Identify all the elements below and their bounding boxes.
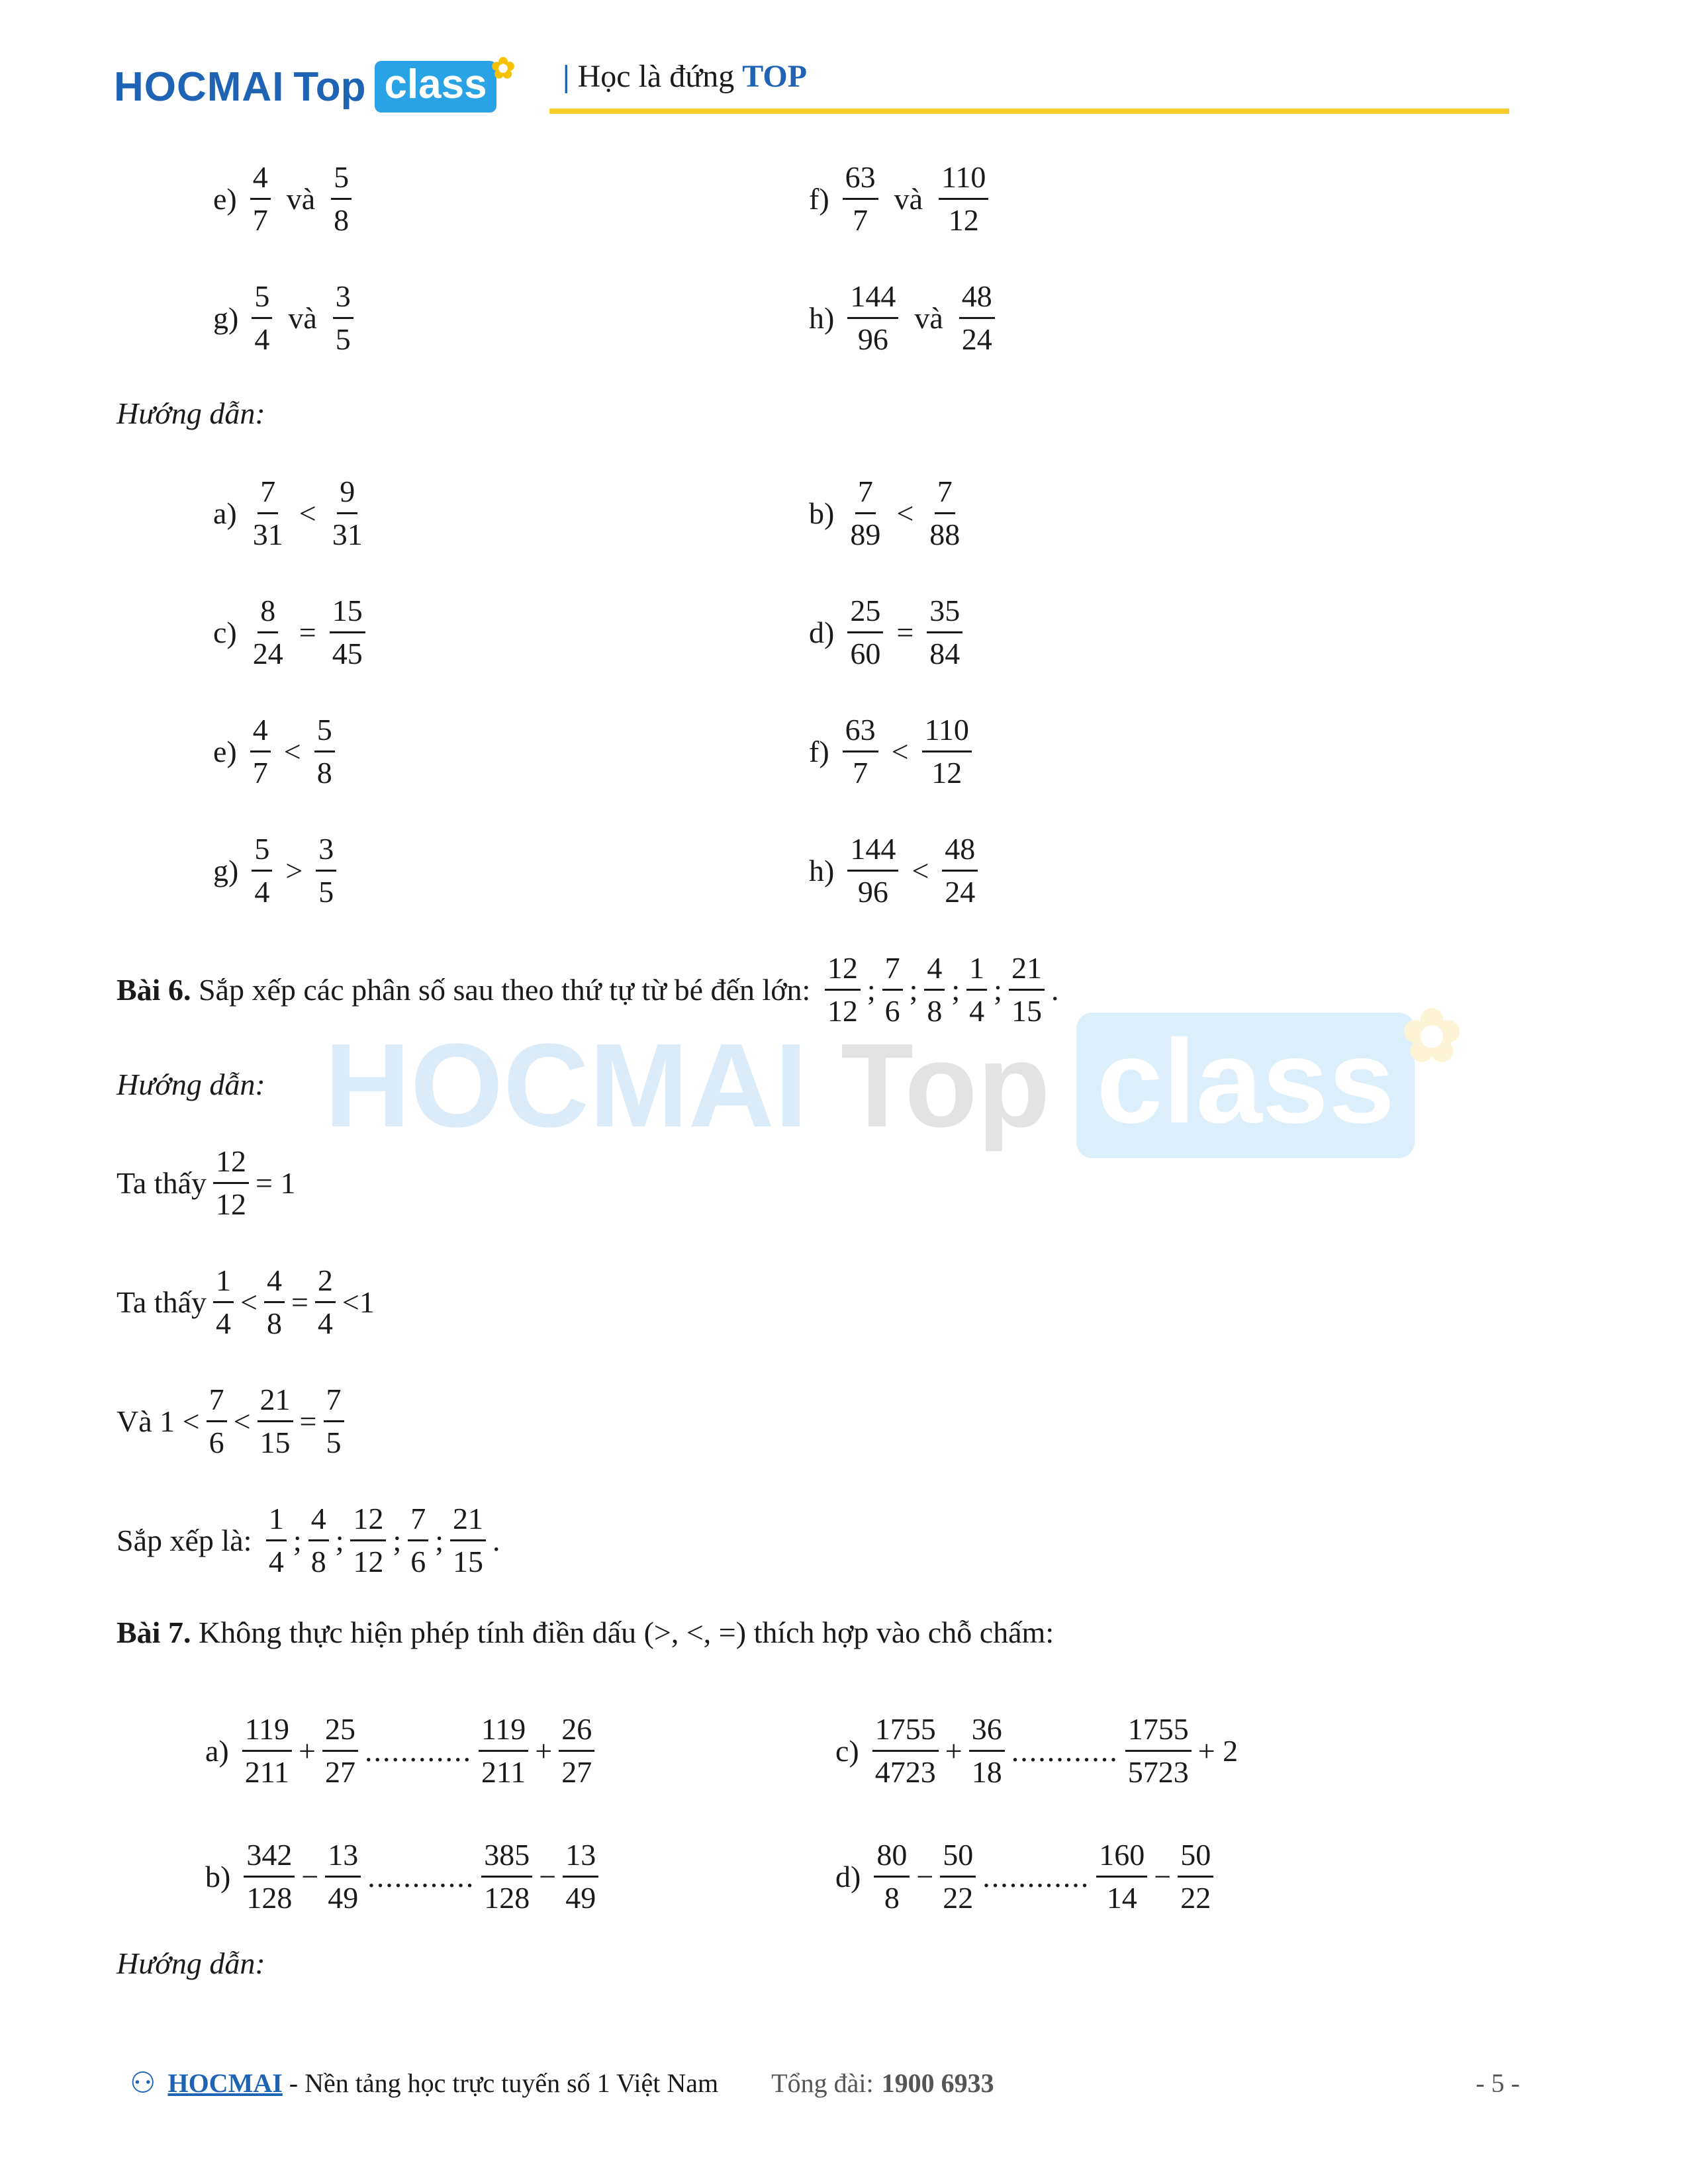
text-segment: c) (835, 1733, 859, 1768)
footer-phone: 1900 6933 (881, 2068, 994, 2098)
numerator: 4 (250, 715, 271, 752)
answer-d (809, 582, 969, 682)
denominator: 96 (857, 874, 888, 909)
denominator: 49 (565, 1880, 596, 1915)
text-segment: > (285, 853, 303, 887)
answer-b (809, 463, 969, 563)
numerator: 1755 (1125, 1714, 1192, 1752)
fraction (874, 1837, 910, 1915)
header-rule (549, 109, 1509, 114)
slogan-text: Học là đứng (577, 59, 735, 94)
numerator: 7 (207, 1385, 227, 1422)
text-segment: f) (809, 181, 829, 216)
flower-icon: ✿ (491, 52, 516, 85)
blank-dots: ............ (1011, 1733, 1119, 1768)
denominator: 4 (254, 322, 270, 356)
text-segment: a) (213, 496, 237, 530)
denominator: 18 (971, 1754, 1002, 1789)
fraction (266, 1501, 287, 1578)
text-segment: < (912, 853, 929, 887)
fraction (939, 159, 988, 237)
bai7-c (835, 1701, 1238, 1800)
fraction (322, 1711, 358, 1789)
fraction (843, 712, 878, 790)
fraction (316, 831, 336, 909)
guide-heading: Hướng dẫn: (117, 396, 265, 430)
denominator: 8 (310, 1544, 326, 1578)
numerator: 1 (966, 953, 987, 991)
bai7-statement (117, 1615, 1054, 1650)
text-segment: − (539, 1859, 557, 1893)
text-segment: và (288, 300, 317, 335)
text-segment: g) (213, 853, 239, 887)
numerator: 385 (481, 1840, 532, 1878)
text-segment: ; (335, 1523, 344, 1557)
denominator: 15 (259, 1425, 291, 1459)
fraction (250, 159, 271, 237)
problem-e (213, 149, 358, 248)
numerator: 144 (847, 281, 898, 319)
fraction (940, 1837, 976, 1915)
numerator: 21 (258, 1385, 293, 1422)
denominator: 12 (216, 1187, 247, 1221)
denominator: 5 (318, 874, 334, 909)
fraction (1096, 1837, 1147, 1915)
fraction (847, 281, 898, 355)
denominator: 7 (853, 203, 868, 237)
denominator: 12 (931, 755, 962, 790)
fraction (924, 950, 945, 1028)
text-segment: < (240, 1285, 258, 1319)
denominator: 24 (945, 874, 976, 909)
text-segment: và (894, 181, 923, 216)
text-segment: ; (867, 972, 876, 1007)
fraction (258, 1382, 293, 1459)
fraction (847, 474, 883, 551)
logo-top-text: Top (293, 64, 366, 110)
bai6-guide-line1 (117, 1133, 295, 1232)
denominator: 128 (246, 1880, 293, 1915)
denominator: 6 (209, 1425, 224, 1459)
text-segment: . (1051, 972, 1059, 1007)
text-segment: a) (205, 1733, 229, 1768)
numerator: 5 (252, 834, 272, 872)
numerator: 12 (350, 1504, 386, 1541)
denominator: 8 (334, 203, 350, 237)
numerator: 7 (408, 1504, 428, 1541)
numerator: 1755 (872, 1714, 939, 1752)
fraction (825, 950, 861, 1028)
watermark-flower-icon: ✿ (1401, 995, 1463, 1077)
denominator: 7 (252, 755, 268, 790)
numerator: 110 (939, 162, 988, 200)
text-segment: = (299, 615, 316, 649)
text-segment: g) (213, 300, 239, 335)
denominator: 8 (884, 1880, 900, 1915)
numerator: 8 (258, 596, 278, 633)
text-segment: Sắp xếp là: (117, 1523, 252, 1557)
fraction (315, 1265, 336, 1339)
denominator: 4723 (874, 1754, 936, 1789)
denominator: 4 (268, 1544, 284, 1578)
numerator: 7 (324, 1385, 344, 1422)
denominator: 5723 (1127, 1754, 1189, 1789)
answer-h (809, 821, 984, 920)
text-segment: = (299, 1404, 317, 1438)
fraction (314, 712, 335, 790)
text-segment: và (914, 300, 943, 335)
fraction (1178, 1837, 1213, 1915)
numerator: 1 (213, 1265, 234, 1303)
fraction (207, 1382, 227, 1459)
fraction (847, 593, 883, 670)
denominator: 5 (326, 1425, 342, 1459)
numerator: 36 (969, 1714, 1005, 1752)
problem-h (809, 268, 1002, 367)
text-segment: < (896, 496, 914, 530)
numerator: 12 (825, 953, 861, 991)
footer (130, 2066, 1520, 2100)
text-segment: ; (909, 972, 918, 1007)
denominator: 7 (853, 755, 868, 790)
text-segment: Ta thấy (117, 1285, 207, 1319)
text-segment: d) (835, 1859, 861, 1893)
numerator: 48 (959, 281, 995, 319)
text-segment: h) (809, 300, 835, 335)
numerator: 21 (1009, 953, 1045, 991)
bai6-guide-heading: Hướng dẫn: (117, 1068, 265, 1101)
denominator: 89 (850, 517, 881, 551)
fraction (927, 474, 962, 551)
slogan-divider: | (563, 59, 570, 94)
fraction (408, 1501, 428, 1578)
fraction (1009, 950, 1045, 1028)
text-segment: ; (951, 972, 961, 1007)
text-segment: < (891, 734, 909, 768)
denominator: 84 (929, 636, 961, 670)
text-segment: c) (213, 615, 237, 649)
denominator: 15 (453, 1544, 484, 1578)
text-segment: ; (435, 1523, 444, 1557)
numerator: 13 (325, 1840, 361, 1878)
numerator: 4 (924, 953, 945, 991)
text-segment: Và 1 < (117, 1404, 200, 1438)
denominator: 22 (1180, 1880, 1211, 1915)
numerator: 160 (1096, 1840, 1147, 1878)
text-segment: e) (213, 734, 237, 768)
denominator: 7 (252, 203, 268, 237)
text-segment: <1 (342, 1285, 375, 1319)
fraction (969, 1711, 1005, 1789)
logo-class-badge: class (375, 61, 496, 113)
text-segment: ; (994, 972, 1002, 1007)
denominator: 49 (328, 1880, 359, 1915)
fraction (252, 281, 272, 355)
answer-g (213, 821, 343, 920)
bai7-d (835, 1827, 1220, 1926)
fraction (250, 474, 286, 551)
bai7-title: Bài 7. (117, 1615, 191, 1649)
bai6-statement (117, 940, 1058, 1039)
numerator: 3 (316, 834, 336, 872)
answer-c (213, 582, 372, 682)
bai7-text: Không thực hiện phép tính điền dấu (>, <, =) thích hợp vào chỗ chấm: (198, 1615, 1055, 1649)
numerator: 2 (315, 1265, 336, 1303)
denominator: 24 (961, 322, 992, 356)
numerator: 21 (450, 1504, 486, 1541)
fraction (966, 950, 987, 1028)
fraction (324, 1382, 344, 1459)
denominator: 211 (244, 1754, 290, 1789)
answer-f (809, 702, 978, 801)
fraction (559, 1711, 594, 1789)
numerator: 7 (935, 477, 955, 514)
bai6-guide-line2 (117, 1252, 375, 1351)
fraction (481, 1837, 532, 1915)
text-segment: < (233, 1404, 251, 1438)
numerator: 7 (258, 477, 278, 514)
denominator: 4 (254, 874, 270, 909)
denominator: 12 (948, 203, 979, 237)
text-segment: f) (809, 734, 829, 768)
numerator: 4 (264, 1265, 285, 1303)
answer-e (213, 702, 342, 801)
denominator: 6 (410, 1544, 426, 1578)
numerator: 15 (330, 596, 365, 633)
fraction (242, 1711, 292, 1789)
answer-a (213, 463, 372, 563)
fraction (264, 1265, 285, 1339)
numerator: 7 (855, 477, 876, 514)
fraction (882, 950, 903, 1028)
denominator: 4 (969, 993, 985, 1028)
fraction (325, 1837, 361, 1915)
denominator: 88 (929, 517, 961, 551)
blank-dots: ............ (982, 1859, 1090, 1893)
fraction (927, 593, 962, 670)
text-segment: b) (205, 1859, 231, 1893)
text-segment: + (299, 1733, 316, 1768)
fraction (331, 159, 352, 237)
numerator: 50 (940, 1840, 976, 1878)
fraction (479, 1711, 528, 1789)
fraction (244, 1837, 295, 1915)
problem-g (213, 268, 360, 367)
text-segment: < (283, 734, 301, 768)
logo-hocmai-text: HOCMAI (114, 64, 285, 110)
page-number: - 5 - (1476, 2068, 1520, 2098)
denominator: 31 (332, 517, 363, 551)
denominator: 8 (927, 993, 943, 1028)
denominator: 24 (252, 636, 283, 670)
fraction (308, 1501, 329, 1578)
fraction (1125, 1711, 1192, 1789)
numerator: 4 (308, 1504, 329, 1541)
denominator: 128 (484, 1880, 530, 1915)
denominator: 4 (216, 1306, 232, 1340)
text-segment: − (916, 1859, 934, 1893)
footer-description: - Nền tảng học trực tuyến số 1 Việt Nam (289, 2068, 719, 2098)
numerator: 119 (242, 1714, 292, 1752)
text-segment: + (945, 1733, 962, 1768)
bai6-guide-line4 (117, 1490, 500, 1590)
fraction (213, 1146, 249, 1220)
denominator: 60 (850, 636, 881, 670)
numerator: 63 (843, 162, 878, 200)
text-segment: h) (809, 853, 835, 887)
slogan (563, 58, 807, 95)
hocmai-people-icon: ⚇ (130, 2067, 156, 2099)
fraction (250, 712, 271, 790)
denominator: 27 (325, 1754, 355, 1789)
fraction (847, 831, 898, 909)
numerator: 342 (244, 1840, 295, 1878)
numerator: 110 (922, 715, 972, 752)
numerator: 13 (563, 1840, 598, 1878)
text-segment: − (301, 1859, 319, 1893)
fraction (350, 1501, 386, 1578)
text-segment: − (1154, 1859, 1172, 1893)
text-segment: = (291, 1285, 308, 1319)
denominator: 211 (481, 1754, 526, 1789)
fraction (959, 281, 995, 355)
text-segment: ; (293, 1523, 302, 1557)
denominator: 12 (827, 993, 858, 1028)
text-segment: ; (393, 1523, 402, 1557)
denominator: 22 (943, 1880, 974, 1915)
denominator: 14 (1106, 1880, 1137, 1915)
numerator: 12 (213, 1146, 249, 1184)
denominator: 12 (353, 1544, 384, 1578)
numerator: 25 (322, 1714, 358, 1752)
denominator: 27 (561, 1754, 592, 1789)
numerator: 7 (882, 953, 903, 991)
numerator: 26 (559, 1714, 594, 1752)
numerator: 1 (266, 1504, 287, 1541)
numerator: 9 (337, 477, 357, 514)
text-segment: và (286, 181, 316, 216)
fraction (330, 474, 365, 551)
denominator: 6 (884, 993, 900, 1028)
hocmai-topclass-logo (114, 52, 516, 116)
watermark-hocmai: HOCMAI (324, 1019, 808, 1152)
footer-hotline-label: Tổng đài: (771, 2068, 874, 2098)
fraction (922, 712, 972, 790)
text-segment: e) (213, 181, 237, 216)
watermark-top: Top (840, 1019, 1051, 1152)
denominator: 4 (317, 1306, 333, 1340)
numerator: 63 (843, 715, 878, 752)
bai7-a (205, 1701, 601, 1800)
numerator: 5 (252, 281, 272, 319)
fraction (333, 281, 353, 355)
text-segment: b) (809, 496, 835, 530)
numerator: 5 (314, 715, 335, 752)
numerator: 144 (847, 834, 898, 872)
numerator: 119 (479, 1714, 528, 1752)
bai7-b (205, 1827, 605, 1926)
denominator: 31 (252, 517, 283, 551)
denominator: 8 (266, 1306, 282, 1340)
text-segment: d) (809, 615, 835, 649)
text-segment: Ta thấy (117, 1165, 207, 1200)
watermark-class: class (1076, 1013, 1414, 1158)
numerator: 5 (331, 162, 352, 200)
numerator: 4 (250, 162, 271, 200)
blank-dots: ............ (367, 1859, 475, 1893)
fraction (843, 159, 878, 237)
fraction (942, 831, 978, 909)
text-segment: . (492, 1523, 500, 1557)
text-segment: + (535, 1733, 553, 1768)
fraction (872, 1711, 939, 1789)
footer-brand-link[interactable]: HOCMAI (167, 2068, 283, 2098)
text-segment: + 2 (1197, 1733, 1239, 1768)
bai6-title: Bài 6. (117, 972, 191, 1007)
bai6-guide-line3 (117, 1371, 351, 1471)
denominator: 15 (1011, 993, 1042, 1028)
numerator: 50 (1178, 1840, 1213, 1878)
fraction (563, 1837, 598, 1915)
slogan-top: TOP (742, 59, 808, 94)
numerator: 80 (874, 1840, 910, 1878)
numerator: 3 (333, 281, 353, 319)
text-segment: = (896, 615, 914, 649)
fraction (330, 593, 365, 670)
fraction (213, 1265, 234, 1339)
numerator: 35 (927, 596, 962, 633)
text-segment: < (299, 496, 316, 530)
denominator: 8 (316, 755, 332, 790)
problem-f (809, 149, 995, 248)
bai7-guide-heading: Hướng dẫn: (117, 1946, 265, 1980)
denominator: 96 (857, 322, 888, 356)
blank-dots: ............ (365, 1733, 472, 1768)
fraction (252, 831, 272, 909)
fraction (450, 1501, 486, 1578)
denominator: 5 (335, 322, 351, 356)
numerator: 48 (942, 834, 978, 872)
text-segment: = 1 (256, 1165, 296, 1200)
fraction (250, 593, 286, 670)
denominator: 45 (332, 636, 363, 670)
bai6-text: Sắp xếp các phân số sau theo thứ tự từ bé đến lớn: (198, 972, 811, 1007)
numerator: 25 (847, 596, 883, 633)
